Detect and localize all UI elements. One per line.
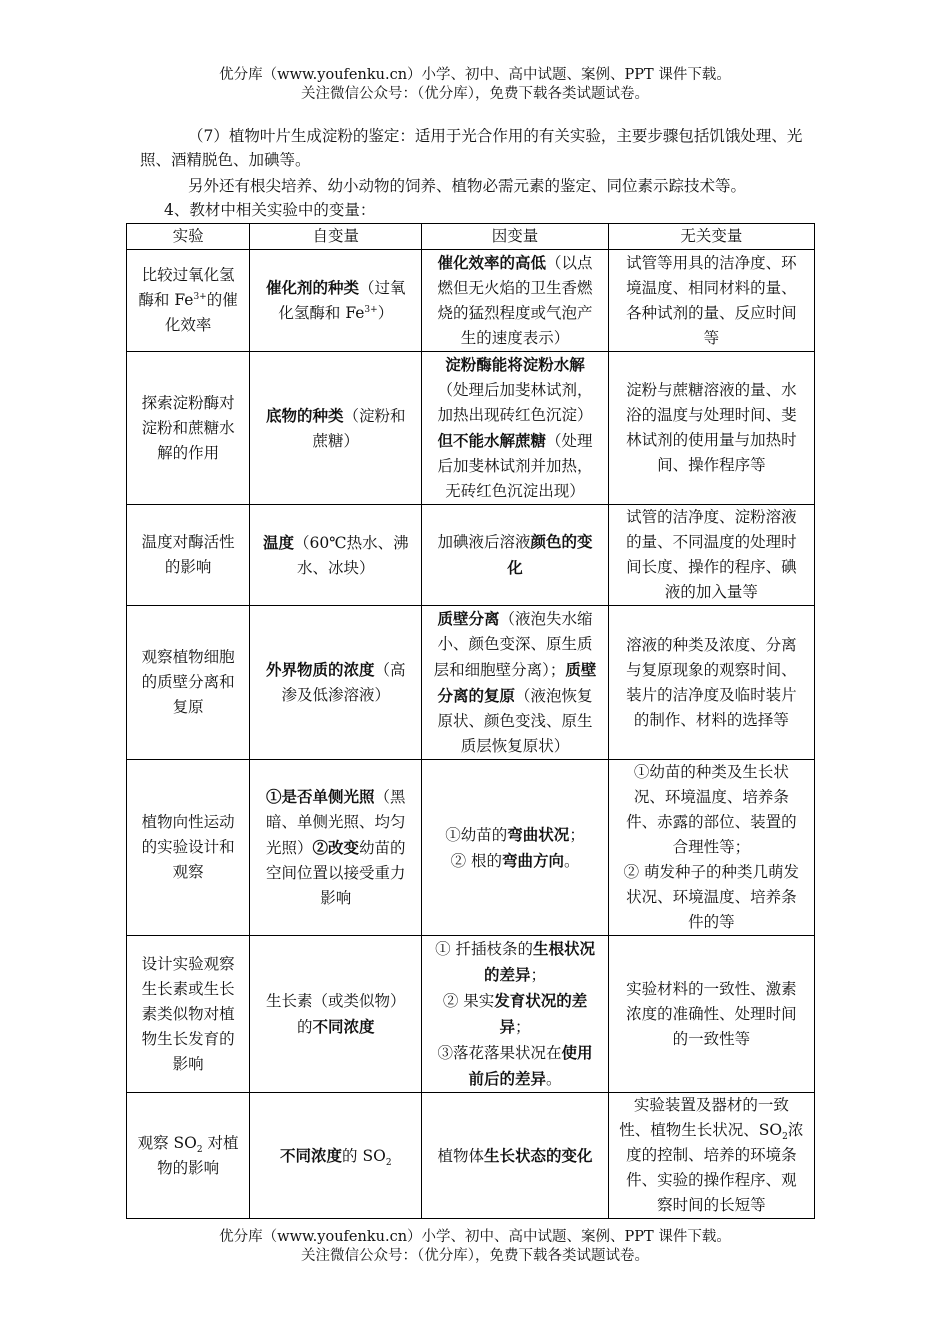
independent-variable-cell [250, 1093, 422, 1219]
subscript: 2 [782, 1132, 788, 1143]
text-part: ） [377, 304, 394, 322]
column-header-dependent-variable: 因变量 [422, 224, 608, 250]
table-row [127, 352, 815, 505]
text-part: ② 根的 [450, 851, 502, 870]
page-header [0, 66, 950, 104]
text-part: （过氧化氢酶和 Fe [278, 279, 406, 322]
independent-variable-cell [250, 936, 422, 1093]
table-row [127, 936, 815, 1093]
text-part: ① 扦插枝条的 [435, 940, 534, 958]
text-part: ； [515, 1018, 531, 1036]
bold-text: 但不能水解蔗糖 [437, 431, 547, 450]
text-part: ③落花落果状况在 [437, 1044, 562, 1062]
experiment-cell: 植物向性运动的实验设计和观察 [127, 760, 250, 936]
controlled-variable-cell [608, 1093, 814, 1219]
text-part: 生长素（或类似物）的 [266, 991, 406, 1036]
text-part: ； [530, 966, 547, 984]
cell-line: ①幼苗的种类及生长状况、环境温度、培养条件、赤露的部位、装置的合理性等； [626, 763, 797, 856]
bold-text: 发育状况的差异 [494, 991, 588, 1036]
text-part: （液泡恢复原状、颜色变浅、原生质层恢复原状） [437, 687, 593, 755]
text-part: ② 果实 [442, 992, 495, 1010]
header-line-1: 优分库（www.youfenku.cn）小学、初中、高中试题、案例、PPT 课件下载。 [219, 67, 731, 83]
bold-text: 弯曲状况 [507, 824, 570, 844]
dependent-variable-cell [422, 505, 608, 606]
text-part: 加碘液后溶液 [437, 533, 531, 551]
dependent-variable-cell [422, 250, 608, 352]
cell-line [432, 936, 597, 988]
bold-text: 温度 [263, 532, 295, 552]
paragraph-other-techniques: 另外还有根尖培养、幼小动物的饲养、植物必需元素的鉴定、同位素示踪技术等。 [188, 177, 747, 195]
text-part: （高渗及低渗溶液） [281, 661, 406, 704]
text-part: 实验装置及器材的一致性、植物生长状况、SO [619, 1096, 789, 1139]
experiment-cell [127, 1093, 250, 1219]
header-line-2: 关注微信公众号：（优分库），免费下载各类试题试卷。 [301, 86, 649, 102]
text-part: （处理后加斐林试剂并加热，无砖红色沉淀出现） [437, 432, 593, 500]
cell-line [432, 822, 597, 848]
experiment-cell: 温度对酶活性的影响 [127, 505, 250, 606]
controlled-variable-cell: 试管等用具的洁净度、环境温度、相同材料的量、各种试剂的量、反应时间等 [608, 250, 814, 352]
bold-text: 催化效率的高低 [437, 253, 547, 272]
bold-text: 质壁分离的复原 [437, 660, 597, 705]
text-part: 植物体 [437, 1146, 485, 1165]
experiment-cell: 设计实验观察生长素或生长素类似物对植物生长发育的影响 [127, 936, 250, 1093]
variables-table [126, 223, 815, 1219]
dependent-variable-cell [422, 352, 608, 505]
cell-line [432, 1040, 597, 1092]
text-part: 对植物的影响 [157, 1133, 239, 1177]
table-row [127, 606, 815, 760]
section-heading-variables: 4、教材中相关实验中的变量： [164, 201, 376, 219]
text-part: 幼苗的空间位置以接受重力影响 [266, 839, 406, 907]
controlled-variable-cell: 溶液的种类及浓度、分离与复原现象的观察时间、装片的洁净度及临时装片的制作、材料的选择等 [608, 606, 814, 760]
text-part: （淀粉和蔗糖） [312, 406, 406, 450]
table-row [127, 505, 815, 606]
table-row [127, 760, 815, 936]
text-part: 。 [546, 1070, 562, 1088]
bold-text: 颜色的变化 [507, 532, 593, 577]
bold-text: 外界物质的浓度 [266, 660, 375, 679]
text-part: 浓度的控制、培养的环境条件、实验的操作程序、观察时间的长短等 [626, 1121, 804, 1214]
controlled-variable-cell: 实验材料的一致性、激素浓度的准确性、处理时间的一致性等 [608, 936, 814, 1093]
bold-text: 底物的种类 [266, 405, 344, 425]
column-header-independent-variable: 自变量 [250, 224, 422, 250]
experiment-cell: 观察植物细胞的质壁分离和复原 [127, 606, 250, 760]
subscript: 2 [196, 1144, 203, 1155]
table-row [127, 250, 815, 352]
controlled-variable-cell: 淀粉与蔗糖溶液的量、水浴的温度与处理时间、斐林试剂的使用量与加热时间、操作程序等 [608, 352, 814, 505]
table-row [127, 1093, 815, 1219]
bold-text: 生长状态的变化 [484, 1145, 593, 1165]
superscript: 3+ [364, 304, 378, 315]
dependent-variable-cell [422, 760, 608, 936]
column-header-controlled-variable: 无关变量 [608, 224, 814, 250]
footer-line-2: 关注微信公众号：（优分库），免费下载各类试题试卷。 [301, 1248, 649, 1264]
bold-text: 淀粉酶能将淀粉水解 [445, 355, 585, 374]
experiment-cell: 探索淀粉酶对淀粉和蔗糖水解的作用 [127, 352, 250, 505]
independent-variable-cell [250, 352, 422, 505]
text-part: ①幼苗的 [445, 825, 508, 844]
footer-line-1: 优分库（www.youfenku.cn）小学、初中、高中试题、案例、PPT 课件下载。 [219, 1229, 731, 1245]
bold-text: 质壁分离 [437, 609, 500, 628]
independent-variable-cell [250, 760, 422, 936]
text-part: （以点燃但无火焰的卫生香燃烧的猛烈程度或气泡产生的速度表示） [437, 254, 593, 347]
superscript: 3+ [193, 291, 207, 302]
bold-text: 不同浓度 [280, 1145, 343, 1165]
cell-line [432, 988, 597, 1040]
bold-text: ①是否单侧光照 [266, 787, 375, 806]
experiment-cell [127, 250, 250, 352]
independent-variable-cell [250, 606, 422, 760]
text-part: 观察 SO [137, 1133, 197, 1152]
bold-text: 不同浓度 [312, 1016, 375, 1036]
bold-text: 弯曲方向 [502, 850, 565, 870]
text-part: （黑暗、单侧光照、均匀光照） [266, 788, 406, 857]
dependent-variable-cell [422, 606, 608, 760]
independent-variable-cell [250, 250, 422, 352]
cell-line: ② 萌发种子的种类几萌发状况、环境温度、培养条件的等 [623, 863, 800, 931]
table-header-row [127, 224, 815, 250]
text-part: 比较过氧化氢酶和 Fe [138, 266, 235, 309]
page-footer [0, 1228, 950, 1266]
bold-text: 使用前后的差异 [468, 1043, 593, 1088]
controlled-variable-cell: 试管的洁净度、淀粉溶液的量、不同温度的处理时间长度、操作的程序、碘液的加入量等 [608, 505, 814, 606]
text-part: 的 SO [342, 1146, 386, 1165]
paragraph-starch-test: （7）植物叶片生成淀粉的鉴定：适用于光合作用的有关实验，主要步骤包括饥饿处理、光照、酒精脱色、加碘等。 [140, 127, 803, 169]
text-part: ； [569, 825, 585, 844]
bold-text: 生根状况的差异 [484, 939, 596, 984]
text-part: 。 [564, 851, 580, 870]
bold-text: 催化剂的种类 [266, 278, 360, 297]
dependent-variable-cell [422, 1093, 608, 1219]
text-part: 的催化效率 [164, 291, 238, 334]
dependent-variable-cell [422, 936, 608, 1093]
text-part: （液泡失水缩小、颜色变深、原生质层和细胞壁分离）； [433, 610, 593, 679]
column-header-experiment: 实验 [127, 224, 250, 250]
independent-variable-cell [250, 505, 422, 606]
controlled-variable-cell [608, 760, 814, 936]
bold-text: ②改变 [312, 838, 360, 857]
text-part: （处理后加斐林试剂，加热出现砖红色沉淀） [437, 381, 593, 424]
text-part: （60℃热水、沸水、冰块） [294, 533, 409, 577]
cell-line [432, 848, 597, 874]
subscript: 2 [385, 1157, 392, 1168]
